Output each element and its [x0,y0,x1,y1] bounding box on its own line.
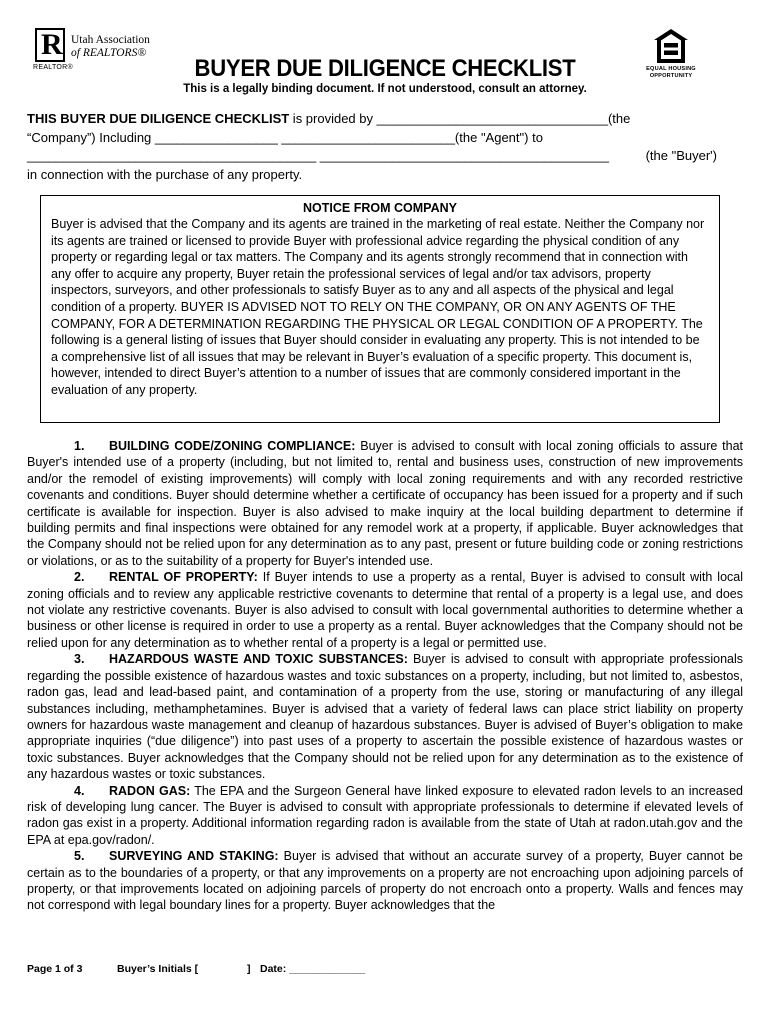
section-heading: HAZARDOUS WASTE AND TOXIC SUBSTANCES: [109,652,408,667]
page-number: Page 1 of 3 [27,963,83,975]
checklist-sections [27,438,743,914]
section-item [27,783,743,849]
realtor-logo-letter: R [41,28,63,61]
document-subtitle: This is a legally binding document. If not understood, consult an attorney. [183,83,587,95]
section-text: Buyer is advised that without an accurate survey of a property, Buyer cannot be certain as to the boundaries of a property, or that any improvements on a property are not encroaching upon adjoining parcels of property, or that improvements located on adjoining parcels of property do not encroach onto a property. Walls and fences may not correspond with legal boundary lines for a property. Buyer acknowledges that the [27,849,744,913]
notice-body: Buyer is advised that the Company and its agents are trained in the marketing of real estate. Neither the Company nor its agents are trained or licensed to provide Buyer with professional advice regarding the physical condition of any property or regarding legal or tax matters. The Company and its agents strongly recommend that in connection with any offer to acquire any property, Buyer retain the professional services of legal and/or tax advisors, property inspectors, surveyors, and other professionals to satisfy Buyer as to any and all aspects of the physical and legal condition of a property. BUYER IS ADVISED NOT TO RELY ON THE COMPANY, OR ON ANY AGENTS OF THE COMPANY, FOR A DETERMINATION REGARDING THE PHYSICAL OR LEGAL CONDITION OF A PROPERTY. The following is a general listing of issues that Buyer should consider in evaluating any property. This is not intended to be a comprehensive list of all issues that may be relevant in Buyer’s evaluation of a specific property. This document is, however, intended to direct Buyer’s attention to a number of issues that are commonly considered important in the evaluation of any property. [51,217,705,397]
association-name-line2: of REALTORS® [71,47,147,59]
notice-box [40,195,720,423]
equal-housing-text-line2: OPPORTUNITY [649,72,693,79]
section-number: 3. [74,652,85,667]
section-text: If Buyer intends to use a property as a rental, Buyer is advised to consult with local zoning officials and to review any applicable restrictive covenants to determine that rental of a property is a legal use, and does not violate any restrictive covenants. Buyer is also advised to consult with local governmental authorities to determine whether a business or other license is required in order to use a property as a rental. Buyer acknowledges that the Company should not be relied upon for any determination as to whether rental of a property is a legal or permitted use. [27,570,743,650]
company-blank-field[interactable]: is provided by ________________________________(the [289,111,631,126]
section-heading: RENTAL OF PROPERTY: [109,570,258,585]
intro-lead-bold: THIS BUYER DUE DILIGENCE CHECKLIST [27,111,290,126]
intro-line-4: in connection with the purchase of any property. [27,166,303,182]
section-item [27,848,743,914]
section-number: 1. [74,439,85,453]
buyer-label: (the "Buyer') [645,148,717,163]
notice-title: NOTICE FROM COMPANY [303,201,457,215]
section-heading: RADON GAS: [109,783,191,798]
equal-housing-text-line1: EQUAL HOUSING [646,66,696,72]
section-heading: SURVEYING AND STAKING: [109,849,279,864]
section-number: 5. [74,849,85,864]
section-heading: BUILDING CODE/ZONING COMPLIANCE: [109,439,356,453]
agent-blank-field[interactable]: “Company”) Including _________________ ________________________(the "Agent") to [27,129,543,145]
buyer-initials-close: ] [247,963,251,975]
intro-paragraph [27,110,717,184]
intro-line-1 [27,110,717,129]
document-title: BUYER DUE DILIGENCE CHECKLIST [194,55,576,82]
buyer-initials-label: Buyer’s Initials [ [117,963,199,975]
section-item [27,651,743,782]
association-name-line1: Utah Association [71,34,150,46]
section-item [27,438,743,569]
section-text: The EPA and the Surgeon General have linked exposure to elevated radon levels to an increased risk of developing lung cancer. The Buyer is advised to consult with appropriate professionals to determine if elevated levels of radon gas exist in a property. Additional information regarding radon is available from the state of Utah at radon.utah.gov and the EPA at epa.gov/radon/. [27,783,743,847]
date-field[interactable]: Date: _____________ [260,963,366,975]
realtor-logo-label: REALTOR® [33,64,73,71]
section-text: Buyer is advised to consult with appropriate professionals regarding the possible existence of hazardous wastes and toxic substances on a property, including, but not limited to, asbestos, radon gas, lead and lead-based paint, and contamination of a property from the use, storing or manufacturing of any illegal substances including, methamphetamines. Buyer is advised that a variety of federal laws can place strict liability on property owners for hazardous waste management and cleanup of hazardous substances. Buyer is advised of Buyer’s obligation to make appropriate inquiries (“due diligence”) into past uses of a property to ascertain the possible existence of hazardous wastes or toxic substances. Buyer acknowledges that the Company should not be relied upon for any determination as to the existence of any hazardous wastes or toxic substances. [27,652,743,782]
section-number: 2. [74,570,85,585]
buyer-blank-field[interactable]: ________________________________________ ________________________________________ [27,148,610,163]
intro-line-3 [27,147,717,166]
section-text: Buyer is advised to consult with local zoning officials to assure that Buyer's intended use of a property (including, but not limited to, rental and business uses, construction of new improvements and/or the remodel of existing improvements) will comply with local zoning requirements and with any recorded restrictive covenants and conditions. Buyer should determine whether a certificate of occupancy has been issued for a property and if such certificate is available for inspection. Buyer is also advised to make inquiry at the local building department to determine if building permits and final inspections were obtained for any remodel work at a property, if applicable. Buyer acknowledges that the Company should not be relied upon for any determination as to any past, present or future building code or zoning restrictions or violations, or as to the suitability of a property for Buyer's intended use. [27,439,743,568]
section-number: 4. [74,783,85,798]
section-item [27,569,743,651]
